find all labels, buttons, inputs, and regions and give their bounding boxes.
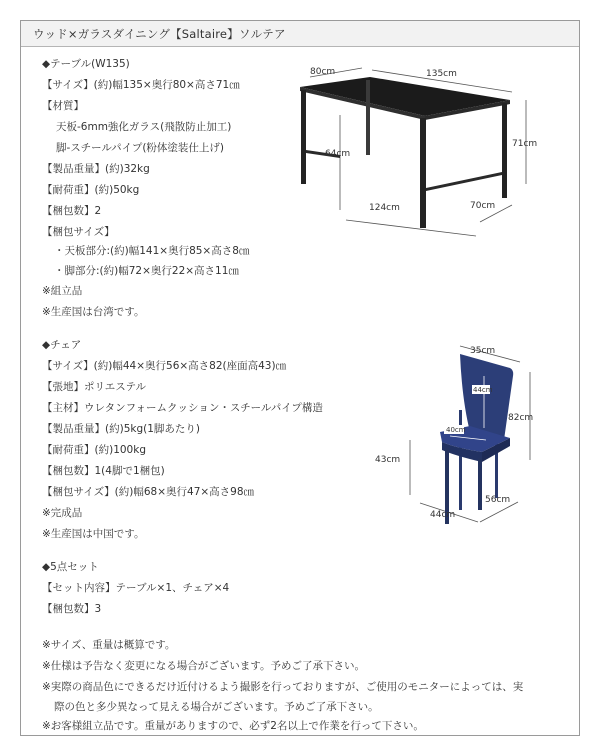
table-spec-line: 【製品重量】(約)32kg: [42, 163, 150, 175]
table-leg: [301, 90, 306, 184]
table-spec-line: 脚-スチールパイプ(粉体塗装仕上げ): [56, 142, 225, 154]
table-leg: [366, 80, 370, 155]
dim-label-inner-width: 124cm: [369, 203, 400, 213]
dim-label-depth: 80cm: [310, 67, 336, 77]
note-line: ※仕様は予告なく変更になる場合がございます。予めご了承下さい。: [42, 660, 365, 672]
dim-label-seat-height: 43cm: [375, 455, 401, 465]
chair-diagram: [370, 340, 550, 530]
chair-heading: ◆チェア: [42, 339, 82, 351]
set-spec-line: 【セット内容】テーブル×1、チェア×4: [42, 582, 230, 594]
dim-label-seat-depth: 40cm: [446, 426, 466, 434]
dim-label-depth: 56cm: [485, 495, 511, 505]
table-heading: ◆テーブル(W135): [42, 58, 130, 70]
chair-spec-line: 【主材】ウレタンフォームクッション・スチールパイプ構造: [42, 402, 323, 414]
table-diagram: [280, 60, 560, 245]
dim-label-back-width: 35cm: [470, 346, 496, 356]
header-bar: [21, 21, 579, 47]
note-line: ※実際の商品色にできるだけ近付けるよう撮影を行っておりますが、ご使用のモニターによっては、実: [42, 681, 524, 693]
table-spec-line: 天板-6mm強化ガラス(飛散防止加工): [56, 121, 232, 133]
note-line: ※サイズ、重量は概算です。: [42, 639, 176, 651]
table-leg: [420, 118, 426, 228]
table-spec-line: 【材質】: [42, 100, 84, 112]
dim-label-width: 135cm: [426, 69, 457, 79]
dim-label-inner-height: 64cm: [325, 149, 351, 159]
table-spec-line: ※組立品: [42, 285, 83, 297]
table-spec-line: ※生産国は台湾です。: [42, 306, 145, 318]
chair-spec-line: 【サイズ】(約)幅44×奥行56×高さ82(座面高43)㎝: [42, 360, 287, 372]
chair-spec-line: ※生産国は中国です。: [42, 528, 145, 540]
chair-spec-line: 【製品重量】(約)5kg(1脚あたり): [42, 423, 200, 435]
table-spec-line: ・天板部分:(約)幅141×奥行85×高さ8㎝: [54, 245, 250, 257]
table-spec-line: 【梱包サイズ】: [42, 226, 115, 238]
chair-leg: [478, 458, 482, 510]
dim-label-back-height: 44cm: [473, 386, 493, 394]
chair-spec-line: 【耐荷重】(約)100kg: [42, 444, 146, 456]
dim-label-height: 71cm: [512, 139, 538, 149]
product-title: ウッド×ガラスダイニング【Saltaire】ソルテア: [33, 27, 286, 41]
dim-label-inner-depth: 70cm: [470, 201, 496, 211]
dim-label-height: 82cm: [508, 413, 534, 423]
table-spec-line: 【サイズ】(約)幅135×奥行80×高さ71㎝: [42, 79, 240, 91]
chair-spec-line: ※完成品: [42, 507, 83, 519]
set-spec-line: 【梱包数】3: [42, 603, 102, 615]
note-line: 際の色と多少異なって見える場合がございます。予めご了承下さい。: [54, 701, 379, 713]
chair-spec-line: 【梱包サイズ】(約)幅68×奥行47×高さ98㎝: [42, 486, 255, 498]
table-spec-line: 【梱包数】2: [42, 205, 102, 217]
chair-spec-line: 【梱包数】1(4脚で1梱包): [42, 465, 165, 477]
chair-spec-line: 【張地】ポリエステル: [42, 381, 147, 393]
table-spec-line: ・脚部分:(約)幅72×奥行22×高さ11㎝: [54, 265, 239, 277]
table-leg: [502, 103, 507, 198]
set-heading: ◆5点セット: [42, 561, 99, 573]
dim-label-width: 44cm: [430, 510, 456, 520]
table-spec-line: 【耐荷重】(約)50kg: [42, 184, 140, 196]
note-line: ※お客様組立品です。重量がありますので、必ず2名以上で作業を行って下さい。: [42, 720, 424, 732]
